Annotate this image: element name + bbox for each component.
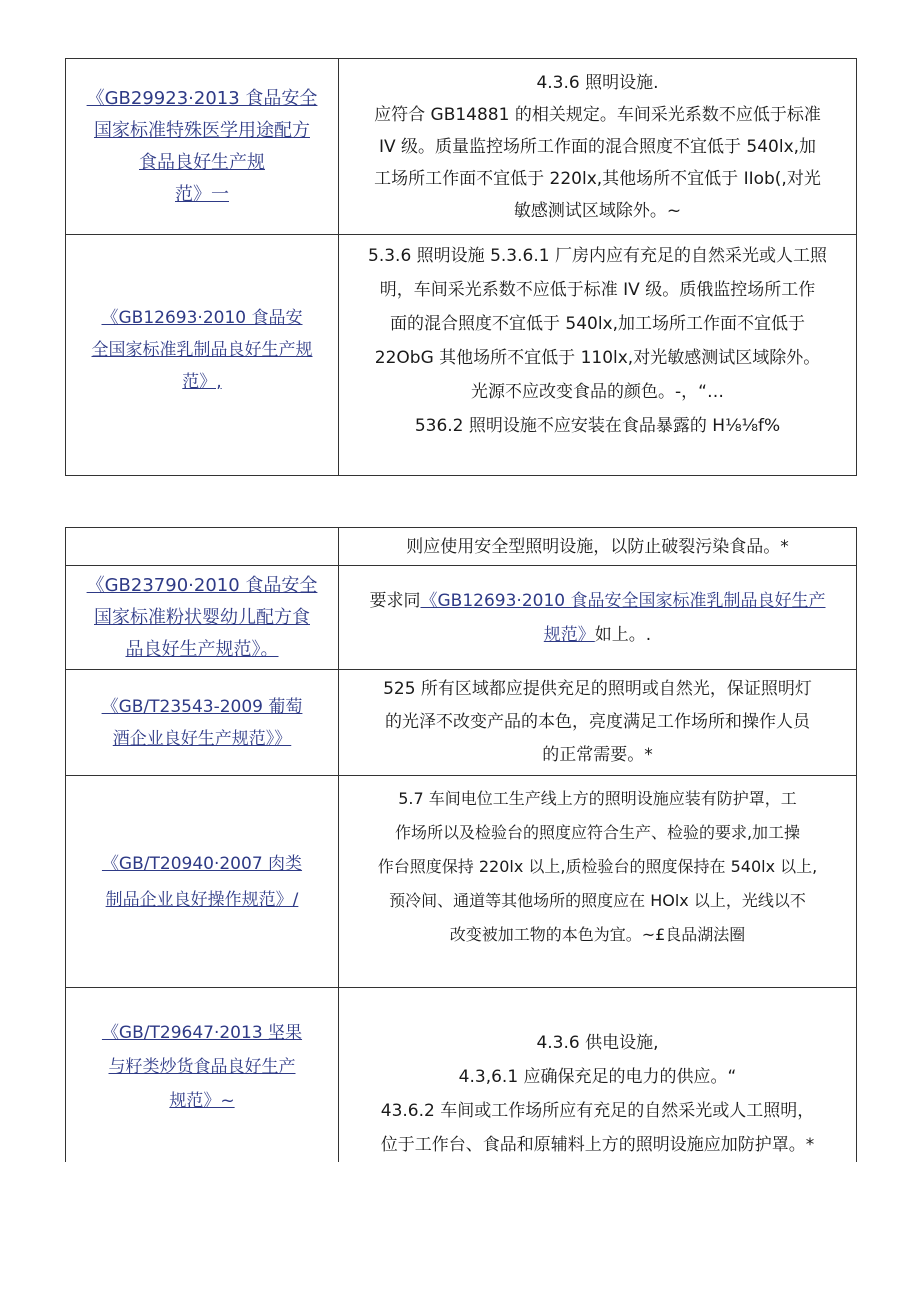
text-line: 4.3,6.1 应确保充足的电力的供应。“	[458, 1067, 737, 1087]
requirement-cell	[339, 776, 857, 988]
table-row	[66, 235, 857, 476]
text-line: IV 级。质量监控场所工作面的混合照度不宜低于 540lx,加	[378, 136, 817, 157]
text-line: 的正常需要。*	[542, 745, 653, 765]
requirement-text	[339, 67, 856, 227]
text-line: 全国家标准乳制品良好生产规	[91, 340, 313, 360]
table-row	[66, 528, 857, 566]
requirement-cell	[339, 528, 857, 566]
text-line: 面的混合照度不宜低于 540lx,加工场所工作面不宜低于	[389, 314, 806, 334]
text-line: 与籽类炒货食品良好生产	[108, 1057, 296, 1077]
requirement-cell	[339, 566, 857, 670]
text-line: 《GB12693·2010 食品安	[101, 308, 303, 328]
standard-link[interactable]	[66, 691, 338, 755]
table-row	[66, 566, 857, 670]
text-line: 规范》~	[169, 1091, 235, 1111]
text-line: 《GB/T23543-2009 葡萄	[101, 696, 303, 717]
text-line: 范》,	[182, 372, 222, 392]
reference-link[interactable]: 《GB12693·2010 食品安全国家标准乳制品良好生产	[420, 590, 826, 611]
text-line: 敏感测试区域除外。~	[513, 200, 682, 221]
text-line: 制品企业良好操作规范》/	[105, 889, 299, 910]
standard-cell	[66, 776, 339, 988]
table-row	[66, 776, 857, 988]
text-line	[341, 584, 854, 618]
text-line: 5.7 车间电位工生产线上方的照明设施应装有防护罩，工	[398, 789, 797, 808]
text-line: 品良好生产规范》。	[125, 638, 279, 660]
requirement-text	[339, 235, 856, 443]
text-line: 应符合 GB14881 的相关规定。车间采光系数不应低于标准	[374, 104, 821, 125]
text-line: 位于工作台、食品和原辅料上方的照明设施应加防护罩。*	[380, 1135, 815, 1155]
text-line: 525 所有区域都应提供充足的照明或自然光，保证照明灯	[383, 679, 812, 699]
standards-table-2	[65, 527, 857, 1162]
text-line: 范》一	[175, 183, 229, 205]
requirement-cell	[339, 235, 857, 476]
table-row	[66, 988, 857, 1163]
requirement-cell	[339, 59, 857, 235]
standard-cell	[66, 670, 339, 776]
text-line: 国家标准特殊医学用途配方	[94, 119, 310, 141]
text-line: 43.6.2 车间或工作场所应有充足的自然采光或人工照明，	[380, 1101, 815, 1121]
text-line: 作台照度保持 220lx 以上,质检验台的照度保持在 540lx 以上,	[377, 857, 818, 876]
standard-cell	[66, 566, 339, 670]
reference-link[interactable]: 规范》	[543, 624, 595, 645]
text-line: 5.3.6 照明设施 5.3.6.1 厂房内应有充足的自然采光或人工照	[368, 246, 827, 266]
standard-cell	[66, 235, 339, 476]
standard-link[interactable]	[66, 846, 338, 918]
requirement-text	[339, 673, 856, 772]
standard-cell	[66, 988, 339, 1163]
requirement-cell	[339, 670, 857, 776]
text-line: 改变被加工物的本色为宜。~£良品湖法圈	[449, 925, 746, 944]
requirement-prefix: 要求同	[369, 590, 421, 611]
text-line: 国家标准粉状婴幼儿配方食	[94, 606, 310, 628]
text-line: 预冷间、通道等其他场所的照度应在 HOlx 以上，光线以不	[389, 891, 806, 910]
requirement-suffix: 如上。.	[594, 624, 652, 645]
standard-cell	[66, 528, 339, 566]
text-line: 《GB/T20940·2007 肉类	[101, 853, 303, 874]
text-line: 《GB23790·2010 食品安全	[86, 574, 318, 596]
requirement-text	[339, 584, 856, 652]
text-line: 食品良好生产规	[139, 151, 265, 173]
text-line: 则应使用安全型照明设施，以防止破裂污染食品。*	[406, 536, 789, 557]
text-line: 酒企业良好生产规范》》	[112, 728, 292, 749]
standard-link[interactable]	[66, 302, 338, 398]
standard-link[interactable]	[66, 83, 338, 211]
standard-link[interactable]	[66, 988, 338, 1118]
requirement-text	[339, 776, 856, 952]
requirement-text	[339, 988, 856, 1162]
standard-cell	[66, 59, 339, 235]
standard-link[interactable]	[66, 570, 338, 666]
text-line: 作场所以及检验台的照度应符合生产、检验的要求,加工操	[394, 823, 801, 842]
text-line: 536.2 照明设施不应安装在食品暴露的 H⅛⅛f%	[414, 416, 781, 436]
text-line: 光源不应改变食品的颜色。-，“…	[471, 382, 724, 402]
text-line: 22ObG 其他场所不宜低于 110lx,对光敏感测试区域除外。	[374, 348, 821, 368]
text-line: 《GB/T29647·2013 坚果	[101, 1023, 303, 1043]
table-row	[66, 670, 857, 776]
text-line	[341, 618, 854, 652]
text-line: 《GB29923·2013 食品安全	[86, 87, 318, 109]
text-line: 4.3.6 照明设施.	[536, 72, 659, 93]
text-line: 的光泽不改变产品的本色，亮度满足工作场所和操作人员	[385, 712, 810, 732]
text-line: 明，车间采光系数不应低于标准 IV 级。质俄监控场所工作	[379, 280, 816, 300]
text-line: 工场所工作面不宜低于 220lx,其他场所不宜低于 IIob(,对光	[374, 168, 821, 189]
requirement-cell	[339, 988, 857, 1163]
requirement-text	[339, 531, 856, 563]
table-row	[66, 59, 857, 235]
text-line: 4.3.6 供电设施,	[536, 1033, 659, 1053]
standards-table-1	[65, 58, 857, 476]
